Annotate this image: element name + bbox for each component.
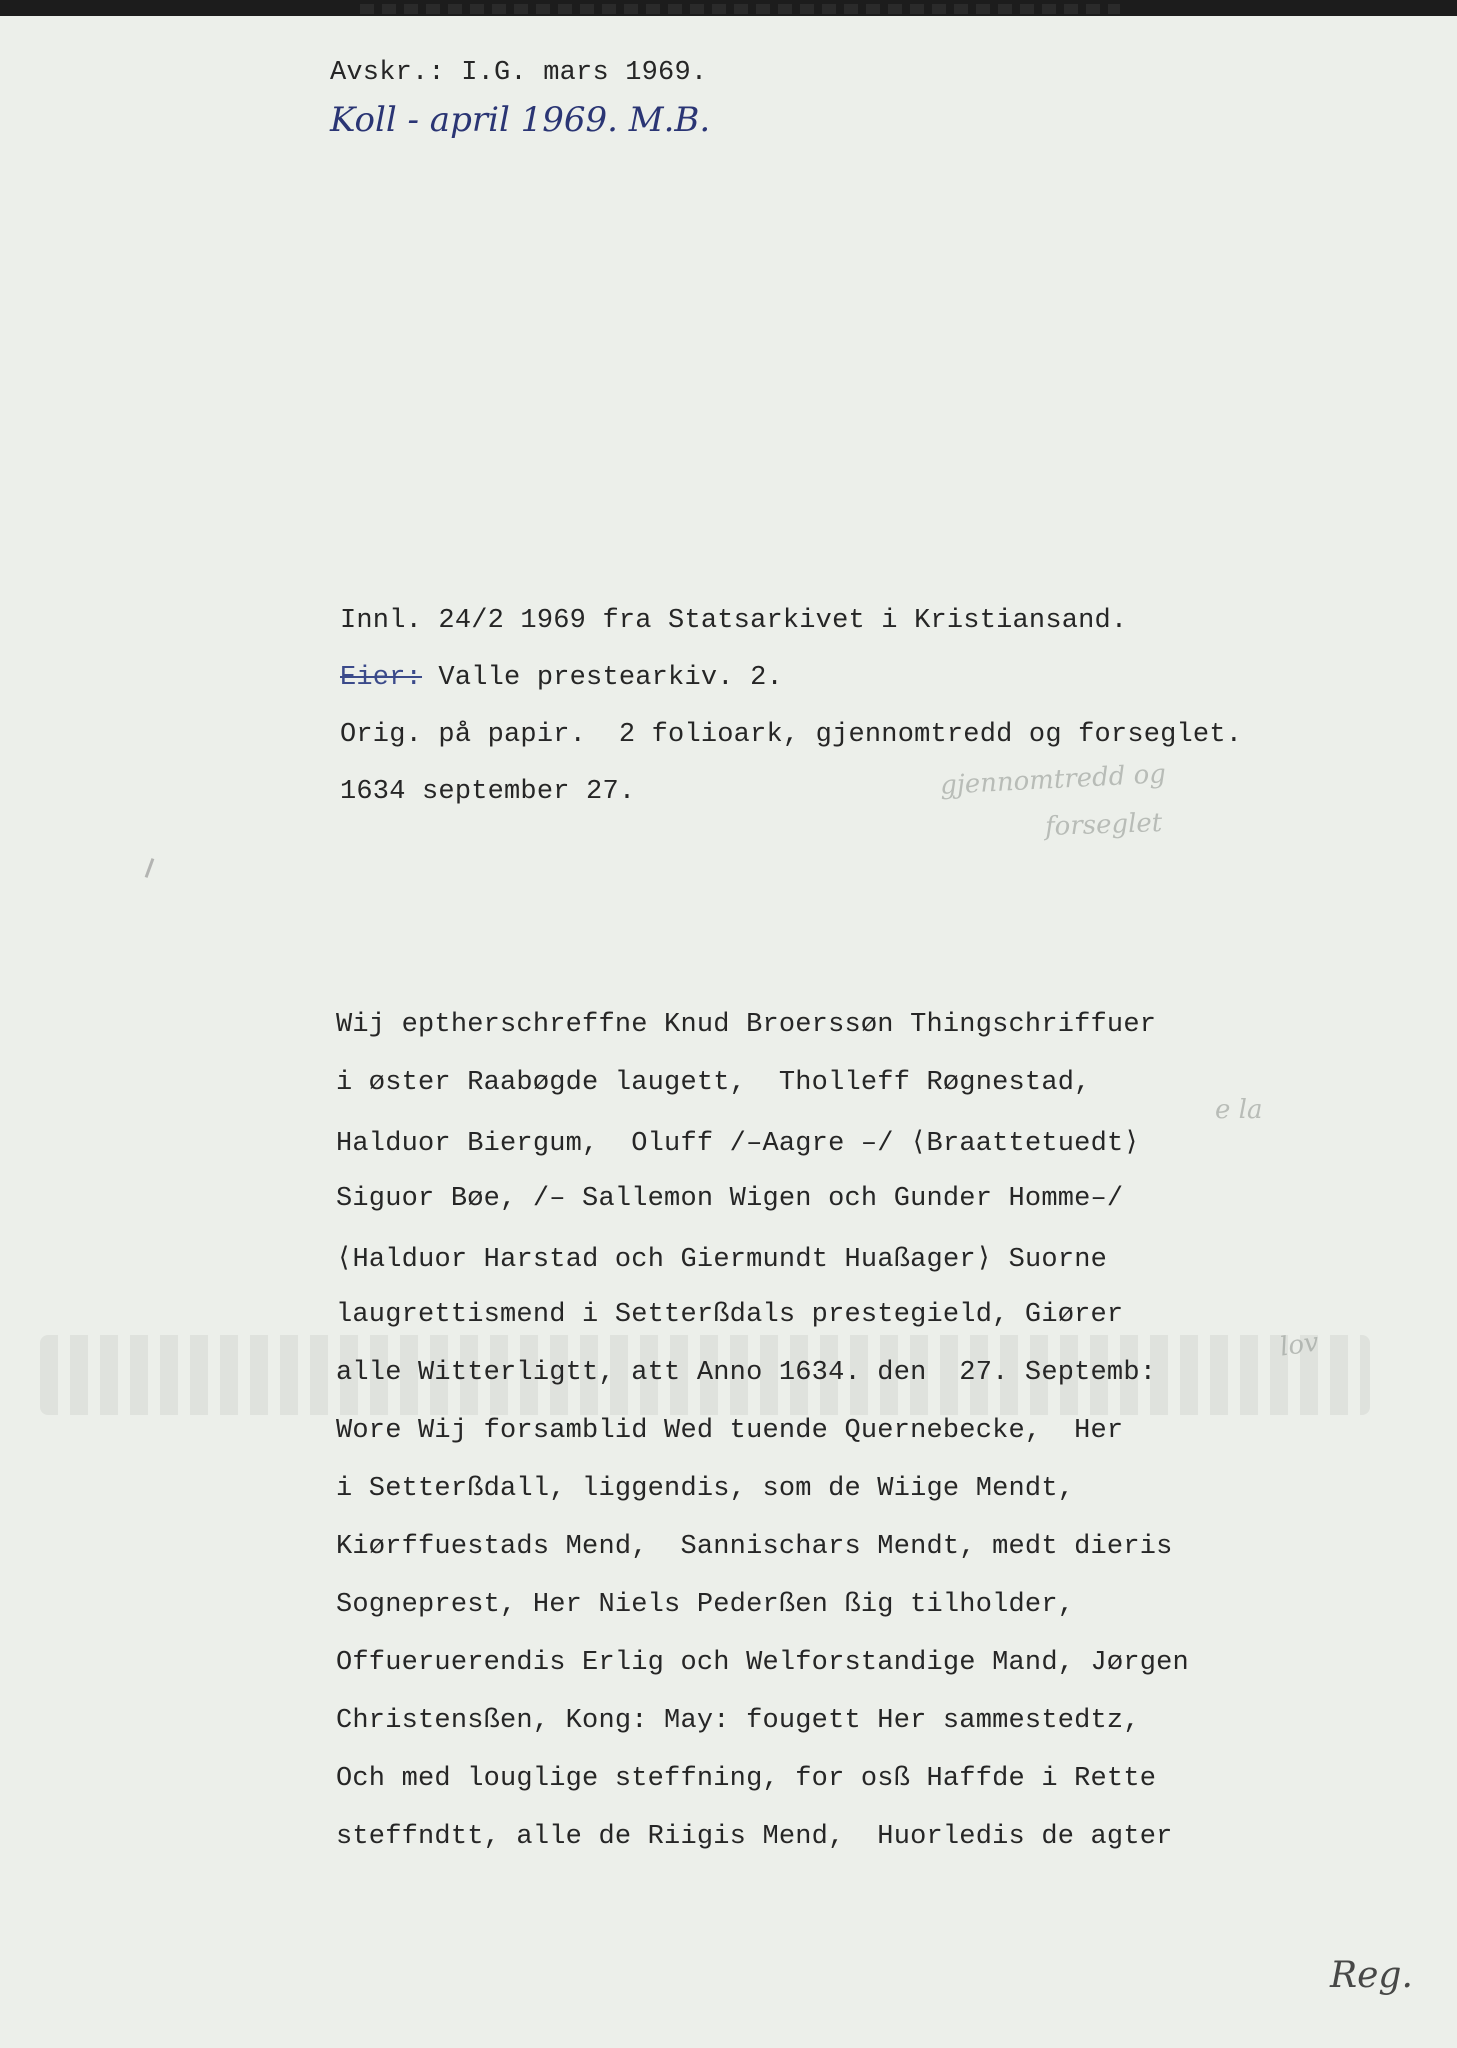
pencil-note-c: e la [1215, 1095, 1263, 1125]
body-line-11: Sogneprest, Her Niels Pederßen ßig tilholder, [336, 1590, 1075, 1620]
owner-archive: Valle prestearkiv. 2. [422, 663, 783, 693]
margin-tick-mark [145, 858, 155, 878]
body-line-15: steffndtt, alle de Riigis Mend, Huorledis de agter [336, 1822, 1173, 1852]
owner-struck-label: Eier: [340, 663, 423, 693]
handwritten-check-note: Koll - april 1969. M.B. [330, 100, 711, 140]
typed-copy-note: Avskr.: I.G. mars 1969. [330, 58, 708, 88]
registered-note: Reg. [1330, 1955, 1413, 1996]
body-line-12: Offueruerendis Erlig och Welforstandige Mand, Jørgen [336, 1648, 1189, 1678]
body-line-3: Halduor Biergum, Oluff /–Aagre –/ ⟨Braattetuedt⟩ [336, 1129, 1140, 1159]
pencil-note-d: lov [1278, 1327, 1321, 1363]
body-line-7: alle Witterligtt, att Anno 1634. den 27. Septemb: [336, 1358, 1157, 1388]
body-line-8: Wore Wij forsamblid Wed tuende Quernebecke, Her [336, 1416, 1124, 1446]
body-line-13: Christensßen, Kong: May: fougett Her sammestedtz, [336, 1706, 1140, 1736]
body-line-9: i Setterßdall, liggendis, som de Wiige Mendt, [336, 1474, 1075, 1504]
body-line-5: ⟨Halduor Harstad och Giermundt Huaßager⟩ Suorne [336, 1245, 1108, 1275]
pencil-note-a: gjennomtredd og [939, 759, 1167, 801]
body-line-6: laugrettismend i Setterßdals prestegield, Giører [336, 1300, 1124, 1330]
pencil-note-b: forseglet [1044, 807, 1163, 843]
received-line: Innl. 24/2 1969 fra Statsarkivet i Kristiansand. [340, 606, 1128, 636]
body-line-4: Siguor Bøe, /– Sallemon Wigen och Gunder Homme–/ [336, 1184, 1124, 1214]
show-through-text [360, 4, 1120, 14]
original-description-line: Orig. på papir. 2 folioark, gjennomtredd og forseglet. [340, 720, 1243, 750]
body-line-1: Wij eptherschreffne Knud Broerssøn Thingschriffuer [336, 1010, 1157, 1040]
body-line-14: Och med louglige steffning, for osß Haffde i Rette [336, 1764, 1157, 1794]
document-date-line: 1634 september 27. [340, 777, 636, 807]
owner-line [340, 663, 783, 693]
body-line-2: i øster Raabøgde laugett, Tholleff Røgnestad, [336, 1068, 1091, 1098]
body-line-10: Kiørffuestads Mend, Sannischars Mendt, medt dieris [336, 1532, 1173, 1562]
